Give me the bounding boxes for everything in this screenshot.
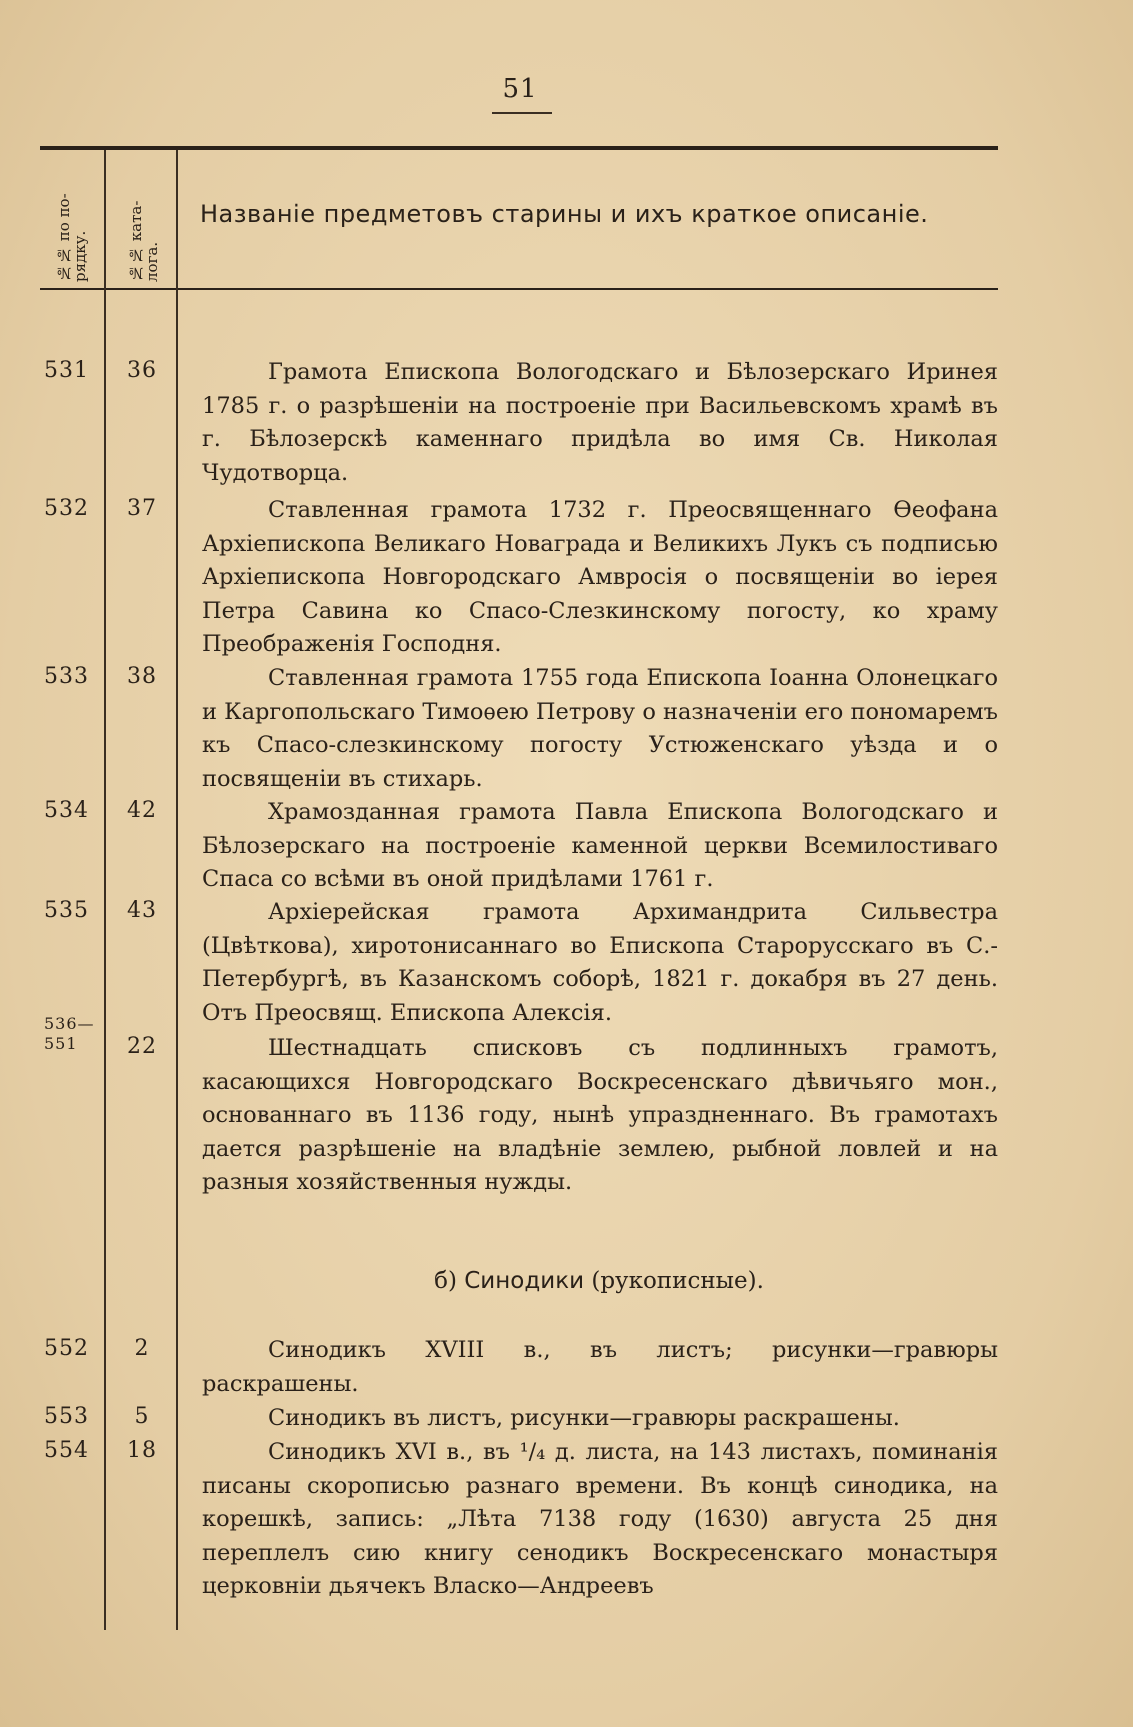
section-title: Синодики bbox=[464, 1268, 585, 1294]
catalog-number: 43 bbox=[127, 898, 157, 923]
entry-text: Грамота Епископа Вологодскаго и Бѣлозерскаго Иринея 1785 г. о разрѣшеніи на построеніе при Васильевскомъ храмѣ въ г. Бѣлозерскѣ каменнаго придѣла во имя Св. Николая Чудотворца. bbox=[202, 359, 998, 486]
column-divider-1 bbox=[104, 150, 106, 1630]
section-letter: б) bbox=[434, 1268, 457, 1294]
page-number-underline bbox=[492, 112, 552, 114]
catalog-number: 37 bbox=[127, 496, 157, 521]
header-catalog-number: №№ ката- лога. bbox=[127, 200, 161, 282]
entry-text: Ставленная грамота 1755 года Епископа Іоанна Олонецкаго и Каргопольскаго Тимоѳею Петрову о назначеніи его пономаремъ къ Спасо-слезкинскому погосту Устюженскаго уѣзда и о посвященіи въ стихарь. bbox=[202, 665, 998, 792]
column-divider-2 bbox=[176, 150, 178, 1630]
entry-text: Шестнадцать списковъ съ подлинныхъ грамотъ, касающихся Новгородскаго Воскресенскаго дѣвичьяго мон., основаннаго въ 1136 году, нынѣ упраздненнаго. Въ грамотахъ дается разрѣшеніе на владѣніе землею, рыбной ловлей и на разныя хозяйственныя нужды. bbox=[202, 1035, 998, 1195]
catalog-number: 2 bbox=[134, 1336, 150, 1361]
order-number: 532 bbox=[44, 496, 89, 521]
entry-text: Синодикъ XVIII в., въ листъ; рисунки—гравюры раскрашены. bbox=[202, 1337, 998, 1397]
page-number: 51 bbox=[502, 74, 538, 104]
entry-text: Синодикъ въ листъ, рисунки—гравюры раскрашены. bbox=[268, 1405, 900, 1431]
catalog-number: 22 bbox=[127, 1034, 157, 1059]
table-header-rule bbox=[40, 288, 998, 290]
order-number: 552 bbox=[44, 1336, 89, 1361]
section-heading bbox=[200, 1268, 998, 1294]
order-number: 531 bbox=[44, 358, 89, 383]
entry-text: Архіерейская грамота Архимандрита Сильвестра (Цвѣткова), хиротонисаннаго во Епископа Старорусскаго въ С.-Петербургѣ, въ Казанскомъ соборѣ, 1821 г. докабря въ 27 день. Отъ Преосвящ. Епископа Алексія. bbox=[202, 899, 998, 1026]
catalog-number: 18 bbox=[127, 1438, 157, 1463]
catalog-number: 36 bbox=[127, 358, 157, 383]
order-number: 533 bbox=[44, 664, 89, 689]
catalog-number: 42 bbox=[127, 798, 157, 823]
table-top-rule bbox=[40, 146, 998, 150]
header-order-number: №№ по по- рядку. bbox=[55, 193, 89, 282]
catalog-number: 5 bbox=[134, 1404, 150, 1429]
order-number: 535 bbox=[44, 898, 89, 923]
section-subtitle: (рукописные). bbox=[591, 1268, 764, 1294]
entry-text: Ставленная грамота 1732 г. Преосвященнаго Ѳеофана Архіепископа Великаго Новаграда и Великихъ Лукъ съ подписью Архіепископа Новгородскаго Амвросія о посвященіи во іерея Петра Савина ко Спасо-Слезкинскому погосту, ко храму Преображенія Господня. bbox=[202, 497, 998, 657]
entry-text: Синодикъ XVI в., въ ¹/₄ д. листа, на 143 листахъ, поминанія писаны скорописью разнаго времени. Въ концѣ синодика, на корешкѣ, запись: „Лѣта 7138 году (1630) августа 25 дня переплелъ сию книгу сенодикъ Воскресенскаго монастыря церковніи дьячекъ Власко—Андреевъ bbox=[202, 1439, 998, 1599]
order-number: 553 bbox=[44, 1404, 89, 1429]
header-description: Названіе предметовъ старины и ихъ краткое описаніе. bbox=[200, 200, 929, 228]
entry-text: Храмозданная грамота Павла Епископа Вологодскаго и Бѣлозерскаго на построеніе каменной церкви Всемилостиваго Спаса со всѣми въ оной придѣлами 1761 г. bbox=[202, 799, 998, 892]
catalog-number: 38 bbox=[127, 664, 157, 689]
order-number: 536— 551 bbox=[44, 1014, 95, 1053]
order-number: 534 bbox=[44, 798, 89, 823]
order-number: 554 bbox=[44, 1438, 89, 1463]
